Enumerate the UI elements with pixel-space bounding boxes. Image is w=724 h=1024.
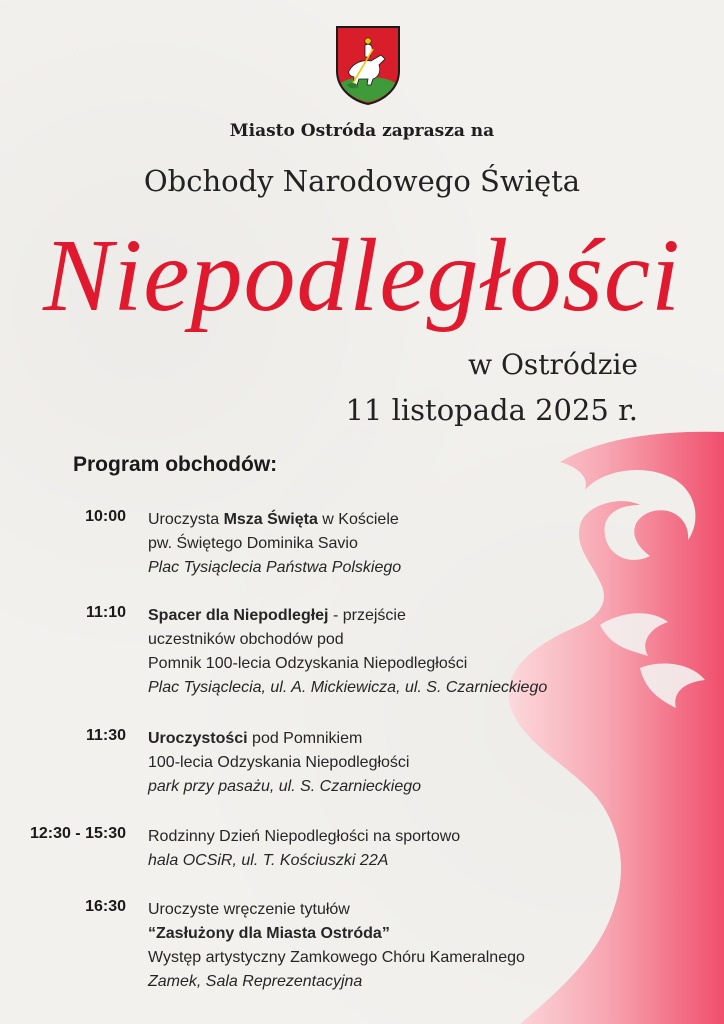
event-highlight: Uroczystości bbox=[148, 730, 248, 747]
event-date: 11 listopada 2025 r. bbox=[345, 393, 638, 427]
event-highlight: Spacer dla Niepodległej bbox=[148, 607, 329, 624]
event-line bbox=[148, 508, 401, 532]
event-line: Uroczyste wręczenie tytułów bbox=[148, 901, 350, 918]
event-line: uczestników obchodów pod bbox=[148, 631, 344, 648]
city-line: w Ostródzie bbox=[468, 348, 638, 381]
event-line bbox=[148, 727, 421, 751]
event-description bbox=[148, 727, 421, 799]
event-description bbox=[148, 825, 460, 873]
event-description bbox=[148, 508, 401, 580]
event-location: hala OCSiR, ul. T. Kościuszki 22A bbox=[148, 852, 389, 869]
event-line bbox=[148, 604, 547, 628]
invite-line: Miasto Ostróda zaprasza na bbox=[229, 121, 495, 141]
event-location: Zamek, Sala Reprezentacyjna bbox=[148, 973, 363, 990]
headline: Obchody Narodowego Święta bbox=[143, 164, 581, 198]
event-line: Występ artystyczny Zamkowego Chóru Kameralnego bbox=[148, 949, 525, 966]
event-line: Pomnik 100-lecia Odzyskania Niepodległości bbox=[148, 655, 468, 672]
eagle-body bbox=[509, 432, 724, 1024]
ostroda-coat-of-arms-icon bbox=[335, 25, 401, 105]
event-line: Rodzinny Dzień Niepodległości na sportowo bbox=[148, 828, 461, 845]
event-time: 16:30 bbox=[85, 898, 126, 915]
event-text: w Kościele bbox=[317, 511, 399, 528]
program-heading: Program obchodów: bbox=[73, 453, 278, 476]
event-text: - przejście bbox=[328, 607, 406, 624]
event-time: 10:00 bbox=[85, 508, 126, 525]
event-location: Plac Tysiąclecia Państwa Polskiego bbox=[148, 559, 402, 576]
main-title: Niepodległości bbox=[43, 218, 681, 333]
event-time: 12:30 - 15:30 bbox=[29, 825, 126, 842]
event-line: pw. Świętego Dominika Savio bbox=[148, 535, 358, 552]
event-description bbox=[148, 604, 547, 700]
event-location: park przy pasażu, ul. S. Czarnieckiego bbox=[148, 778, 422, 795]
event-highlight: “Zasłużony dla Miasta Ostróda” bbox=[148, 925, 390, 942]
event-text: pod Pomnikiem bbox=[247, 730, 363, 747]
event-line: 100-lecia Odzyskania Niepodległości bbox=[148, 754, 410, 771]
event-description bbox=[148, 898, 525, 994]
event-highlight: Msza Święta bbox=[223, 511, 318, 528]
event-location: Plac Tysiąclecia, ul. A. Mickiewicza, ul. S. Czarnieckiego bbox=[148, 679, 548, 696]
event-time: 11:10 bbox=[85, 604, 126, 621]
event-text: Uroczysta bbox=[148, 511, 224, 528]
event-time: 11:30 bbox=[85, 727, 126, 744]
